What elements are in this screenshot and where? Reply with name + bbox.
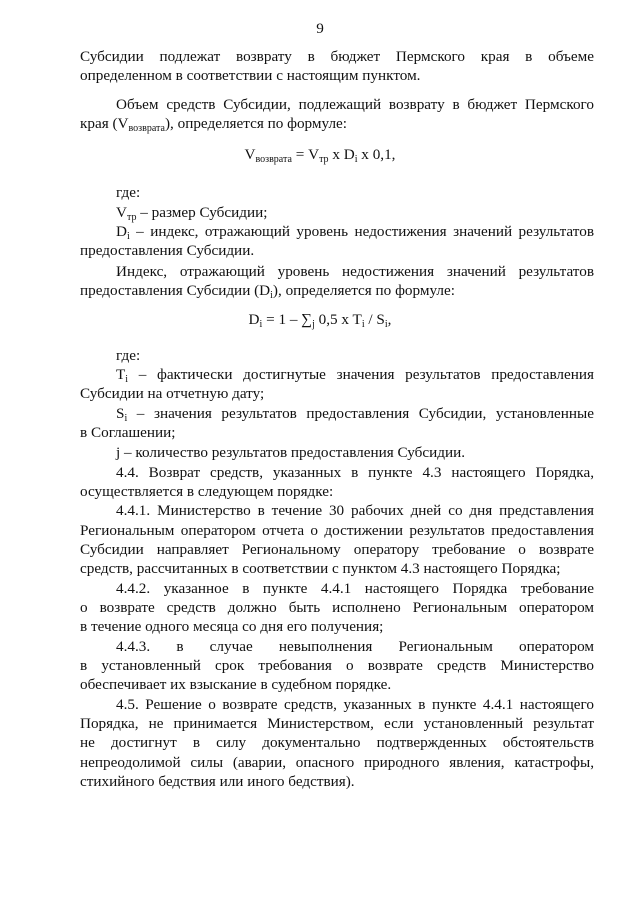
text-line: Индекс, отражающий уровень недостижения значений результатов [116,263,594,280]
text-line: Региональным оператором отчета о достижении результатов предоставления [80,522,594,539]
text-fragment: предоставления Субсидии (D [80,282,271,299]
text-line: определенном в соответствии с настоящим пунктом. [80,67,421,84]
text-fragment: края (V [80,115,129,132]
text-line: стихийного бедствия или иного бедствия). [80,773,355,790]
formula-fragment: = V [291,146,320,163]
subscript: возврата [128,123,165,134]
formula-symbol: D [116,223,127,240]
text-line: не достигнут в силу документально подтвержденных обстоятельств [80,734,594,751]
page-number: 9 [316,20,324,37]
text-fragment: – фактически достигнутые значения результатов предоставления [128,366,594,383]
text-line: где: [116,184,141,201]
text-line [80,114,594,133]
text-line: где: [116,347,141,364]
subscript: i [384,319,388,330]
text-line: о возврате средств должно быть исполнено Региональным оператором [80,599,594,616]
text-line: 4.4.3. в случае невыполнения Региональным оператором [116,638,594,655]
formula-symbol: S [116,405,125,422]
subscript: j [312,319,315,330]
text-line: 4.5. Решение о возврате средств, указанных в пункте 4.4.1 настоящего [116,696,594,713]
formula-fragment: = 1 – ∑ [262,311,313,328]
text-line [116,404,594,423]
text-fragment: ), определяется по формуле: [272,282,455,299]
subscript: тр [126,212,137,223]
formula-fragment: / S [364,311,385,328]
subscript: i [270,290,273,301]
text-fragment: ), определяется по формуле: [164,115,347,132]
text-line: Субсидии на отчетную дату; [80,385,265,402]
subscript: тр [319,154,329,165]
formula-symbol: T [116,366,126,383]
text-line: Объем средств Субсидии, подлежащий возврату в бюджет Пермского [116,96,594,113]
text-line: Порядка, не принимается Министерством, если установленный результат [80,715,594,732]
subscript: i [354,154,358,165]
text-fragment: – значения результатов предоставления Субсидии, установленные [127,405,594,422]
text-fragment: – размер Субсидии; [136,204,268,221]
text-line [116,203,594,222]
formula-d-i [0,310,640,329]
text-line: обеспечивает их взыскание в судебном порядке. [80,676,392,693]
formula-fragment: x 0,1, [357,146,396,163]
formula-symbol: V [116,204,127,221]
subscript: i [125,374,129,385]
text-line: средств, рассчитанных в соответствии с пунктом 4.3 настоящего Порядка; [80,560,561,577]
text-line [116,222,594,241]
formula-symbol: D [248,311,260,328]
text-line: Субсидии подлежат возврату в бюджет Пермского края в объеме [80,48,594,65]
text-line: 4.4.1. Министерство в течение 30 рабочих дней со дня представления [116,502,594,519]
subscript: возврата [255,154,292,165]
text-line: Субсидии направляет Региональному оператору требование о возврате [80,541,594,558]
text-line: в Соглашении; [80,424,176,441]
text-line: непреодолимой силы (аварии, опасного природного явления, катастрофы, [80,754,594,771]
text-line: в течение одного месяца со дня его получения; [80,618,384,635]
subscript: i [124,413,128,424]
formula-fragment: , [387,311,392,328]
formula-fragment: 0,5 x T [314,311,362,328]
text-line: j – количество результатов предоставления Субсидии. [116,444,466,461]
text-line: 4.4. Возврат средств, указанных в пункте 4.3 настоящего Порядка, [116,464,594,481]
formula-fragment: x D [328,146,355,163]
formula-v-vozvrata [0,145,640,164]
text-line: 4.4.2. указанное в пункте 4.4.1 настоящего Порядка требование [116,580,594,597]
text-line [80,281,594,300]
subscript: i [259,319,263,330]
text-line: осуществляется в следующем порядке: [80,483,334,500]
text-line: предоставления Субсидии. [80,242,255,259]
subscript: i [126,231,130,242]
text-line [116,365,594,384]
text-fragment: – индекс, отражающий уровень недостижения значений результатов [129,223,594,240]
text-line: в установленный срок требования о возврате средств Министерство [80,657,594,674]
formula-symbol: V [244,146,256,163]
subscript: i [361,319,365,330]
